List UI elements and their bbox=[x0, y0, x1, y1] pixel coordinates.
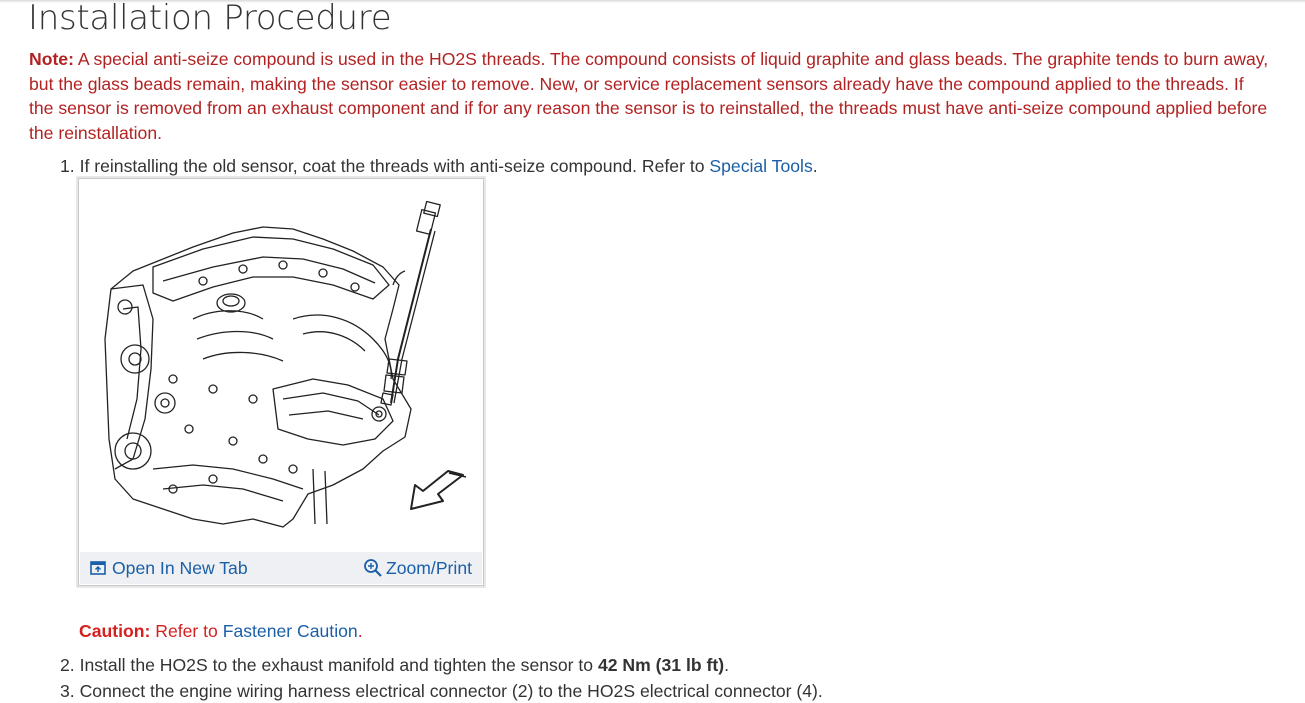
note-paragraph bbox=[29, 47, 1269, 145]
open-new-tab-icon bbox=[90, 561, 106, 575]
figure-toolbar bbox=[80, 552, 482, 584]
torque-spec: 42 Nm (31 lb ft) bbox=[597, 655, 725, 675]
page-title: Installation Procedure bbox=[28, 0, 392, 38]
zoom-print-button[interactable] bbox=[353, 558, 482, 579]
note-text: A special anti-seize compound is used in the HO2S threads. The compound consists of liquid graphite and glass beads. The graphite tends to burn away, but the glass beads remain, making the sensor easier to remove. New, or service replacement sensors already have the compound applied to the threads. If the sensor is removed from an exhaust component and if for any reason the sensor is to reinstalled, the threads must have anti-seize compound applied before the reinstallation. bbox=[29, 49, 1269, 143]
engine-illustration bbox=[93, 189, 468, 534]
step-text: If reinstalling the old sensor, coat the threads with anti-seize compound. Refer to bbox=[79, 156, 710, 176]
open-in-new-tab-label: Open In New Tab bbox=[112, 557, 248, 578]
open-in-new-tab-button[interactable] bbox=[80, 558, 258, 579]
step-number: 1. bbox=[60, 156, 75, 176]
caution-text: Refer to bbox=[155, 621, 223, 641]
zoom-print-label: Zoom/Print bbox=[385, 557, 472, 578]
step-3 bbox=[60, 681, 823, 702]
step-2 bbox=[60, 655, 729, 676]
step-1 bbox=[60, 156, 818, 177]
caution-end: . bbox=[357, 621, 363, 641]
note-label: Note: bbox=[29, 49, 74, 69]
magnifier-plus-icon bbox=[363, 558, 383, 578]
engine-figure bbox=[78, 178, 484, 586]
step-number: 3. bbox=[60, 681, 75, 701]
step-text: Connect the engine wiring harness electrical connector (2) to the HO2S electrical connector (4). bbox=[79, 681, 823, 701]
caution-line bbox=[79, 621, 363, 642]
step-end: . bbox=[724, 655, 729, 675]
step-text: Install the HO2S to the exhaust manifold and tighten the sensor to bbox=[79, 655, 598, 675]
step-number: 2. bbox=[60, 655, 75, 675]
fastener-caution-link[interactable]: Fastener Caution bbox=[222, 621, 358, 641]
step-end: . bbox=[812, 156, 818, 176]
special-tools-link[interactable]: Special Tools bbox=[709, 156, 813, 176]
caution-label: Caution: bbox=[79, 621, 151, 641]
